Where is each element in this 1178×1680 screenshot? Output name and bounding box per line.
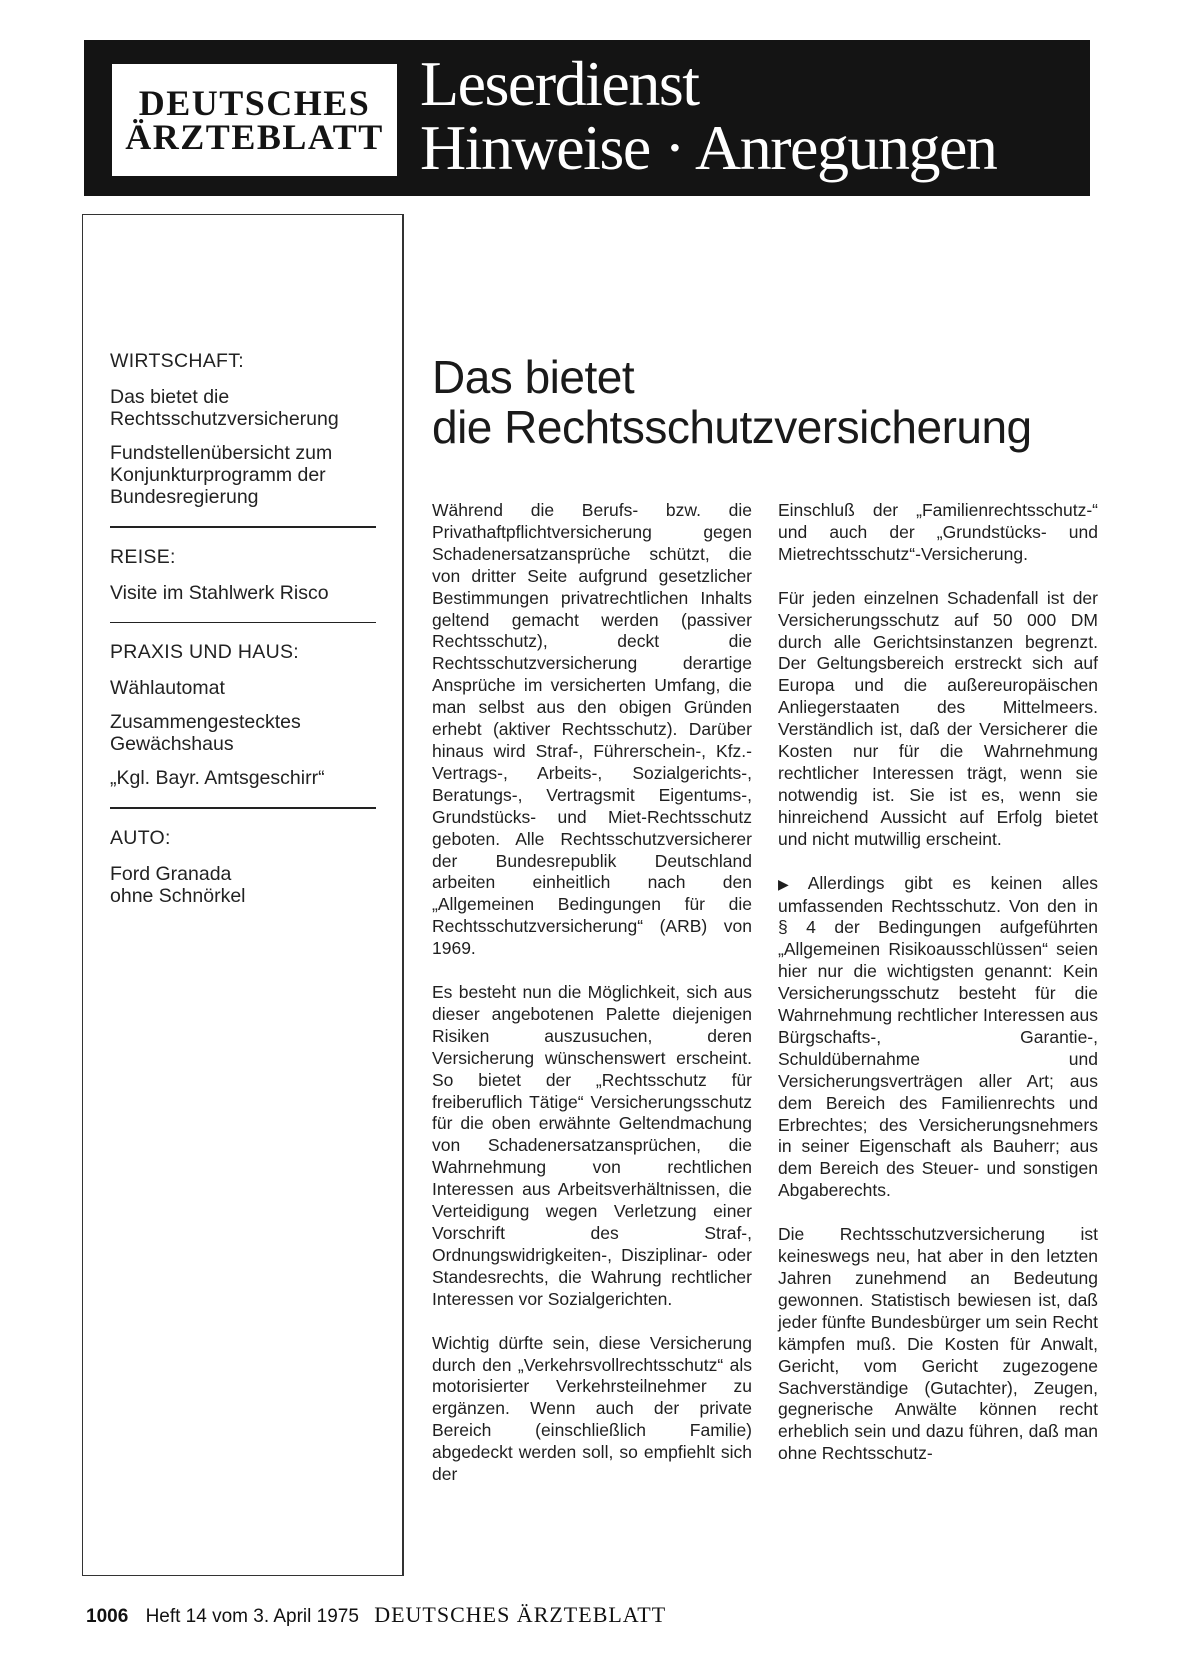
toc-item (110, 767, 380, 789)
page-footer (86, 1602, 666, 1628)
arrow-marker-icon: ▶ (778, 875, 804, 892)
table-of-contents (110, 350, 380, 919)
paragraph-text: Für jeden einzelnen Schadenfall ist der Versicherungsschutz auf 50 000 DM durch alle Gerichtsinstanzen begrenzt. Der Geltungsbereich erstreckt sich auf Europa und die außereuropäischen Anliegerstaaten des Mittelmeers. Verständlich ist, daß der Versicherer die Kosten nur für die Wahrnehmung rechtlicher Interessen trägt, wenn sie notwendig ist. Sie ist es, wenn sie hinreichend Aussicht auf Erfolg bietet und nicht mutwillig erscheint. (778, 587, 1098, 849)
logo-line-2: ÄRZTEBLATT (125, 117, 384, 157)
article-column-2 (778, 500, 1098, 1487)
toc-item (110, 582, 380, 604)
article-paragraph (778, 500, 1098, 566)
headline-line-1: Das bietet (432, 351, 635, 403)
journal-logo (112, 64, 397, 176)
section-title (420, 48, 997, 183)
section-title-line-1: Leserdienst (420, 48, 699, 119)
toc-item-line: Rechtsschutzversicherung (110, 408, 339, 430)
toc-item-line: Zusammengestecktes (110, 711, 301, 733)
toc-item-line: Fundstellenübersicht zum (110, 442, 333, 464)
section-title-line-2: Hinweise · Anregungen (420, 112, 997, 183)
issue-info: Heft 14 vom 3. April 1975 (145, 1606, 359, 1627)
article-paragraph (432, 1333, 752, 1486)
paragraph-text: Es besteht nun die Möglichkeit, sich aus dieser angebotenen Palette diejenigen Risiken auszusuchen, deren Versicherung wünschenswert erscheint. So bietet der „Rechtsschutz für freiberuflich Tätige“ Versicherungsschutz für die oben erwähnte Geltendmachung von Schadenersatzansprüchen, die Wahrnehmung von rechtlichen Interessen aus Arbeitsverhältnissen, die Verteidigung wegen Verletzung einer Vorschrift des Straf-, Ordnungswidrigkeiten-, Disziplinar- oder Standesrechts, die Wahrung rechtlicher Interessen vor Sozialgerichten. (432, 982, 752, 1309)
toc-item-line: Wählautomat (110, 677, 225, 699)
paragraph-text: Allerdings gibt es keinen alles umfassenden Rechtsschutz. Von den in § 4 der Bedingungen aufgeführten „Allgemeinen Risikoausschlüssen“ seien hier nur die wichtigsten genannt: Kein Versicherungsschutz besteht für die Wahrnehmung rechtlicher Interessen aus Bürgschafts-, Garantie-, Schuldübernahme und Versicherungsverträgen aller Art; aus dem Bereich des Familienrechts und Erbrechtes; des Versicherungsnehmers in seiner Eigenschaft als Bauherr; aus dem Bereich des Steuer- und sonstigen Abgaberechts. (778, 872, 1098, 1201)
section-divider (110, 622, 376, 624)
article-paragraph (778, 588, 1098, 851)
page-number: 1006 (86, 1606, 129, 1627)
toc-item (110, 711, 380, 755)
toc-section-title: WIRTSCHAFT: (110, 350, 245, 372)
article-paragraph (778, 873, 1098, 1203)
toc-section-title: REISE: (110, 545, 176, 568)
logo-line-1: DEUTSCHES (138, 83, 371, 123)
toc-item-line: Bundesregierung (110, 486, 259, 508)
article-column-1 (432, 500, 752, 1508)
toc-item (110, 863, 380, 907)
paragraph-text: Die Rechtsschutzversicherung ist keineswegs neu, hat aber in den letzten Jahren zunehmend an Bedeutung gewonnen. Statistisch bewiesen ist, daß jeder fünfte Bundesbürger um sein Recht kämpfen muß. Die Kosten für Anwalt, Gericht, vom Gericht zugezogene Sachverständige (Gutachter), Zeugen, gegnerische Anwälte können recht erheblich sein und dazu führen, daß man ohne Rechtsschutz- (778, 1224, 1098, 1464)
paragraph-text: Wichtig dürfte sein, diese Versicherung durch den „Verkehrsvollrechtsschutz“ als motorisierter Verkehrsteilnehmer zu ergänzen. Wenn auch der private Bereich (einschließlich Familie) abgedeckt werden soll, so empfiehlt sich der (432, 1332, 752, 1485)
article-paragraph (778, 1224, 1098, 1465)
toc-section-title: PRAXIS UND HAUS: (110, 641, 300, 663)
toc-section-title: AUTO: (110, 826, 171, 849)
toc-item-line: ohne Schnörkel (110, 884, 246, 907)
paragraph-text: Während die Berufs- bzw. die Privathaftpflichtversicherung gegen Schadenersatzansprüche schützt, die von dritter Seite aufgrund gesetzlicher Bestimmungen privatrechtlichen Inhalts geltend gemacht werden (passiver Rechtsschutz), deckt die Rechtsschutzversicherung derartige Ansprüche im versicherten Umfang, die man selbst aus den obigen Gründen erhebt (aktiver Rechtsschutz). Darüber hinaus wird Straf-, Führerschein-, Kfz.-Vertrags-, Arbeits-, Sozialgerichts-, Beratungs-, Vertragsmit Eigentums-, Grundstücks- und Miet-Rechtsschutz geboten. Alle Rechtsschutzversicherer der Bundesrepublik Deutschland arbeiten einheitlich nach den „Allgemeinen Bedingungen für die Rechtsschutzversicherung“ (ARB) von 1969. (432, 500, 752, 959)
toc-item-line: Ford Granada (110, 862, 232, 885)
article-headline (432, 352, 1112, 452)
toc-item-line: Gewächshaus (110, 733, 234, 755)
toc-item (110, 386, 380, 430)
section-divider (110, 526, 376, 528)
paragraph-text: Einschluß der „Familienrechtsschutz-“ und auch der „Grundstücks- und Mietrechtsschutz“-Versicherung. (778, 500, 1098, 564)
toc-item-line: „Kgl. Bayr. Amtsgeschirr“ (110, 767, 325, 789)
toc-item-line: Konjunkturprogramm der (110, 464, 326, 486)
article-paragraph (432, 500, 752, 960)
contents-box-border (402, 214, 404, 1576)
toc-item-line: Visite im Stahlwerk Risco (110, 581, 329, 604)
masthead (84, 40, 1090, 196)
headline-line-2: die Rechtsschutzversicherung (432, 401, 1032, 453)
footer-journal-name: DEUTSCHES ÄRZTEBLATT (374, 1602, 667, 1627)
toc-item-line: Das bietet die (110, 386, 230, 408)
article-paragraph (432, 982, 752, 1311)
toc-item (110, 442, 380, 508)
section-divider (110, 807, 376, 809)
toc-item (110, 677, 380, 699)
